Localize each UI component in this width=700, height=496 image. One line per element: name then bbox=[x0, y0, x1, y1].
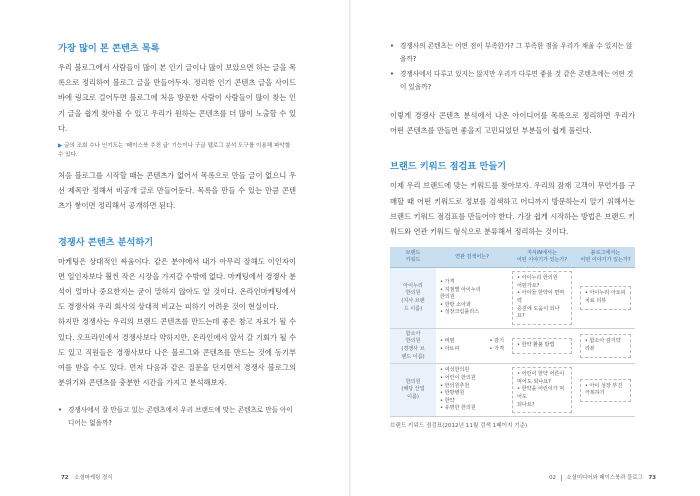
analysis-summary-paragraph: 이렇게 경쟁사 콘텐츠 분석에서 나온 아이디어를 목록으로 정리하면 우리가 어떤 콘텐츠를 만들면 좋을지 고민되었던 부분들이 쉽게 풀린다. bbox=[390, 111, 635, 136]
keyword-columns bbox=[440, 338, 504, 353]
list-item: • 아이누리 한의원 어떤가요? bbox=[517, 275, 558, 289]
question-bullet-text: 경쟁사에서 다루고 있지는 않지만 우리가 다루면 좋을 것 같은 콘텐츠에는 어떤 것이 있을까? bbox=[400, 70, 634, 91]
book-title: 소셜마케팅 경식 bbox=[74, 475, 113, 481]
keyword-list bbox=[440, 279, 504, 317]
right-page bbox=[350, 0, 700, 496]
chapter-number: 02 bbox=[549, 475, 556, 481]
related-keywords-cell bbox=[436, 364, 508, 417]
table-header-row bbox=[390, 247, 635, 268]
list-item: • 한방 소아과 bbox=[440, 301, 471, 308]
chapter-title: 소셜미디어와 페이스북과 블로그 bbox=[566, 475, 643, 481]
tip-note-text: 글의 조회 수나 인기도는 '페이스북 추천 글' 기능이나 구글 웹로그 분석 도구를 이용해 파악할 수 있다. bbox=[58, 143, 291, 159]
question-bullet-3 bbox=[390, 68, 635, 94]
list-item: • 유명한 한의원 bbox=[440, 405, 476, 412]
heading-brand-keyword: 브랜드 키워드 점검표 만들기 bbox=[390, 161, 507, 173]
list-item: • 한의원추천 bbox=[440, 382, 470, 389]
tip-note bbox=[58, 142, 296, 160]
competitor-paragraph-2: 하지만 경쟁사는 우리의 브랜드 콘텐츠를 만드는데 좋은 참고 자료가 될 수 있다. 오프라인에서 경쟁사보다 약하지만, 온라인에서 앞서 갈 기회가 될 수도 있고 직원들은 경쟁사보다 나은 블로그와 콘텐츠를 만드는 것에 동기부여를 받을 수도 있다. 먼저 다음과 같은 질문을 던지면서 경쟁사 블로그의 분위기와 콘텐츠를 충분한 시간을 가지고 분석해보자. bbox=[58, 317, 296, 388]
header-related-search bbox=[436, 247, 508, 268]
table-row bbox=[390, 364, 635, 417]
dashed-box bbox=[580, 334, 631, 357]
list-item: • 감기 bbox=[489, 338, 504, 345]
bullet-icon: • bbox=[390, 70, 394, 78]
header-text: 블로그에서는 어떤 이야기가 있는가? bbox=[580, 250, 631, 264]
list-item: • 한방병원 bbox=[440, 390, 465, 397]
question-bullet bbox=[58, 404, 296, 430]
question-bullet-2 bbox=[390, 40, 635, 66]
brand-cell: 함소아 한의원 (경쟁사 브 랜드 이름) bbox=[390, 328, 436, 363]
list-item: • 한약을 어린이가 먹어도 되나요? bbox=[517, 386, 565, 408]
list-item: • 아이들 한약이 면역력 증진에 도움이 되나요? bbox=[517, 290, 565, 320]
blog-cell bbox=[576, 328, 635, 363]
left-folio bbox=[57, 473, 112, 481]
keyword-checklist-table bbox=[390, 247, 635, 417]
popular-content-paragraph: 우리 블로그에서 사람들이 많이 본 인기 글이나 많이 보았으면 하는 글을 목록으로 정리하여 블로그 글을 만들어두자. 정리한 인기 콘텐츠 글을 사이드바에 링크로 걸어두면 블로그에 처음 방문한 사람이 사람들이 많이 찾는 인기 글을 쉽게 찾아볼 수 있고 우리가 원하는 콘텐츠를 더 많이 노출할 수 있다. bbox=[58, 63, 296, 133]
table-row bbox=[390, 268, 635, 329]
page-number: 72 bbox=[61, 475, 69, 481]
jisik-list bbox=[517, 371, 567, 409]
related-keywords-cell bbox=[436, 328, 508, 363]
table-row bbox=[390, 328, 635, 363]
jisik-cell bbox=[508, 268, 576, 329]
header-jisik bbox=[508, 247, 576, 268]
bullet-icon: • bbox=[390, 42, 394, 50]
brand-cell: 한의원 (해당 산업 이름) bbox=[390, 364, 436, 417]
dashed-box bbox=[580, 379, 631, 402]
right-folio bbox=[549, 473, 660, 481]
header-text: 브랜드 키워드 bbox=[405, 250, 421, 264]
header-text: 연관 검색어는? bbox=[455, 253, 489, 260]
folio-divider bbox=[561, 475, 562, 481]
blog-list bbox=[585, 290, 626, 305]
bullet-icon: • bbox=[58, 406, 62, 415]
list-item: • 가격 bbox=[489, 345, 504, 352]
dashed-box bbox=[512, 271, 572, 325]
right-column bbox=[390, 40, 635, 429]
triangle-icon: ▶ bbox=[58, 143, 63, 150]
list-item: • 한약 bbox=[440, 397, 455, 404]
related-keywords-cell bbox=[436, 268, 508, 329]
question-bullet-text: 경쟁사의 콘텐츠는 어떤 점이 부족한가? 그 부족한 점을 우리가 채울 수 있지는 않을까? bbox=[400, 42, 633, 63]
heading-competitor-analysis: 경쟁사 콘텐츠 분석하기 bbox=[58, 236, 154, 248]
dashed-box bbox=[512, 367, 572, 413]
list-item: • 어린이 한약 어른이 먹어도 되나요? bbox=[517, 371, 565, 385]
list-item: • 아토피 bbox=[440, 345, 460, 352]
brand-cell: 아이누리 한의원 (지사 브랜 드 이름) bbox=[390, 268, 436, 329]
list-item: • 어린이 한의원 bbox=[440, 374, 476, 381]
popular-content-paragraph-2: 처음 블로그를 시작할 때는 콘텐츠가 없어서 목록으로 만들 글이 없으니 우선 제목만 정해서 비공개 글로 만들어둔다. 목록을 만들 수 있는 만큼 콘텐츠가 쌓이면 정리해서 공개하면 된다. bbox=[58, 171, 296, 211]
jisik-list bbox=[517, 275, 567, 321]
question-bullet-text: 경쟁사에서 잘 만들고 있는 콘텐츠에서 우리 브랜드에 맞는 콘텐츠로 만들 아이디어는 없을까? bbox=[68, 406, 293, 428]
jisik-list bbox=[517, 342, 567, 350]
list-item: • 여성한의원 bbox=[440, 367, 470, 374]
list-item: • 비염 bbox=[440, 338, 455, 345]
header-blog bbox=[576, 247, 635, 268]
list-item: • 아이누리 아토피 치료 리뷰 bbox=[584, 290, 626, 304]
dashed-box bbox=[512, 338, 572, 354]
dashed-box bbox=[580, 286, 631, 309]
competitor-paragraph-1: 마케팅은 상대적인 싸움이다. 같은 분야에서 내가 아무리 잘해도 이인자이면 일인자보다 훨씬 작은 시장을 가져갈 수밖에 없다. 마케팅에서 경쟁사 분석이 얼마나 중요한지는 굳이 말하지 않아도 알 것이다. 온라인마케팅에서도 경쟁사와 우리 회사의 상대적 비교는 피하기 어려운 것이 현실이다. bbox=[58, 256, 296, 312]
brand-keyword-paragraph: 이제 우리 브랜드에 맞는 키워드를 찾아보자. 우리의 잠재 고객이 무언가를 구매할 때 어떤 키워드로 정보를 검색하고 어디까지 방문하는지 알기 위해서는 브랜드 키워드 점검표를 만들어야 한다. 가장 쉽게 시작하는 방법은 브랜드 키워드와 연관 키워드 형식으로 분류해서 정리하는 것이다. bbox=[390, 181, 635, 237]
blog-list bbox=[585, 338, 626, 353]
table-caption: 브랜드 키워드 점검표(2012년 11월 검색 1페이지 기준) bbox=[390, 423, 528, 430]
keyword-list bbox=[440, 338, 459, 353]
blog-list bbox=[585, 383, 626, 398]
blog-cell bbox=[576, 364, 635, 417]
list-item: • 지점별 아이누리 한의원 bbox=[440, 286, 481, 301]
header-brand-keyword bbox=[390, 247, 436, 268]
jisik-cell bbox=[508, 328, 576, 363]
heading-popular-content: 가장 많이 본 콘텐츠 목록 bbox=[58, 43, 160, 54]
list-item: • 함소아 감기약 리뷰 bbox=[584, 338, 621, 352]
list-item: • 아이 성장 부진 극복하기 bbox=[584, 382, 623, 397]
keyword-list bbox=[490, 338, 504, 353]
left-column bbox=[58, 40, 296, 430]
list-item: • 성장크림플러스 bbox=[440, 309, 480, 316]
list-item: • 한약 환불 방법 bbox=[517, 342, 555, 349]
table-body bbox=[390, 268, 635, 417]
keyword-list bbox=[440, 367, 504, 413]
header-text: 지식iN에서는 어떤 이야기가 있는가? bbox=[516, 250, 568, 264]
list-item: • 가격 bbox=[440, 279, 455, 286]
blog-cell bbox=[576, 268, 635, 329]
page-number: 73 bbox=[648, 475, 656, 481]
jisik-cell bbox=[508, 364, 576, 417]
